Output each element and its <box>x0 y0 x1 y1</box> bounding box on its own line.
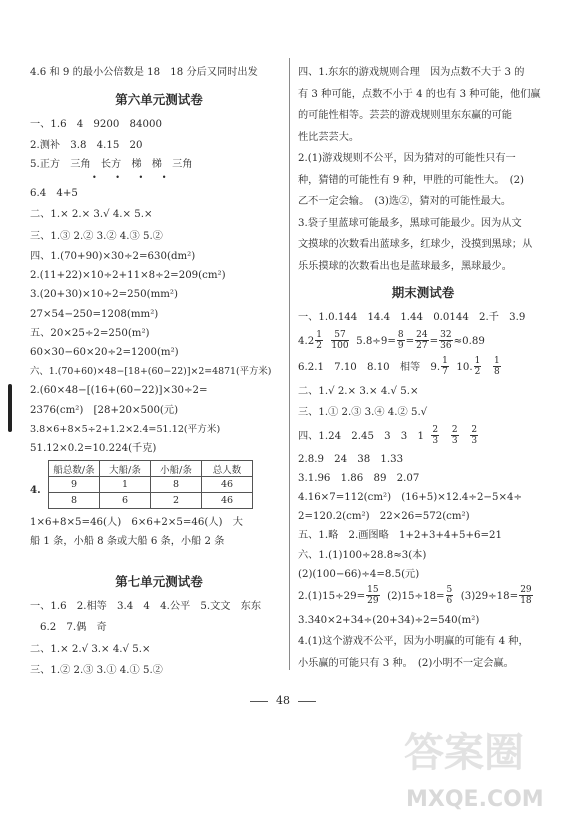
table-row <box>49 493 253 509</box>
final-line: 4.(1)这个游戏不公平，因为小明赢的可能有 4 种， <box>298 636 529 648</box>
table-label: 4. <box>30 484 41 497</box>
right-line: 的可能性相等。芸芸的游戏规则里东东赢的可能 <box>298 110 512 121</box>
unit6-after: 1×6+8×5=46(人) 6×6+2×5=46(人) 大 <box>30 517 243 529</box>
unit7-title: 第七单元测试卷 <box>115 573 203 589</box>
table-cell: 6 <box>100 493 151 509</box>
unit6-line: 2.(60×48−[(16+(60−22)]×30÷2= <box>30 385 208 397</box>
unit6-line: 五、20×25÷2=250(m²) <box>30 327 150 339</box>
unit6-line: 51.12×0.2=10.224(千克) <box>30 443 157 455</box>
fraction: $\frac{1}{2}$ <box>474 356 481 377</box>
right-line: 乙不一定会输。 (3)选②，猜对的可能性最大。 <box>298 196 512 207</box>
fraction: $\frac{2}{3}$ <box>471 425 478 446</box>
unit6-line: 6.4 4+5 <box>30 187 78 199</box>
right-line: 种，猜错的可能性有 9 种，甲胜的可能性大。 (2) <box>298 174 525 186</box>
fraction: $\frac{29}{18}$ <box>520 585 532 607</box>
table-header: 小船/条 <box>151 461 202 477</box>
unit6-after: 船 1 条，小船 8 条或大船 6 条，小船 2 条 <box>30 536 225 548</box>
final-line: 小乐赢的可能只有 3 种。 (2)小明不一定会赢。 <box>298 657 514 669</box>
table-header: 大船/条 <box>100 461 151 477</box>
unit6-line: 三、1.③ 2.② 3.② 4.③ 5.② <box>30 230 163 242</box>
unit6-line: 一、1.6 4 9200 84000 <box>30 118 162 130</box>
unit6-line: 二、1.× 2.× 3.√ 4.× 5.× <box>30 209 153 220</box>
right-line: 文摸球的次数看出蓝球多，红球少，没摸到黑球；从 <box>298 239 533 250</box>
final-line: 3.340×2+34÷(20+34)÷2=540(m²) <box>298 614 480 626</box>
fraction: $\frac{24}{27}$ <box>416 330 428 351</box>
unit7-line: 6.2 7.偶 奇 <box>40 622 107 634</box>
unit6-line: 27×54−250=1208(mm²) <box>30 308 159 320</box>
fraction: $\frac{1}{2}$ <box>316 330 322 351</box>
final-fraction-line: 6.2.1 7.10 8.10 相等 9. $\frac{1}{7}$ 10. $\frac{1}{2}$ $\frac{1}{8}$ <box>298 356 500 377</box>
right-line: 3.袋子里蓝球可能最多，黑球可能最少。因为从文 <box>298 217 522 229</box>
table-header: 船总数/条 <box>49 461 100 477</box>
final-line: 3.1.96 1.86 89 2.07 <box>298 472 420 484</box>
fraction: $\frac{2}{3}$ <box>451 425 458 446</box>
table-cell: 8 <box>151 477 202 493</box>
right-line: 2.(1)游戏规则不公平，因为猜对的可能性只有一 <box>298 153 516 164</box>
unit6-line: 六、1.(70+60)×48−[18+(60−22)]×2=4871(平方米) <box>30 366 272 378</box>
fraction: $\frac{2}{3}$ <box>432 425 439 446</box>
final-line: (2)(100−66)÷4=8.5(元) <box>298 568 420 580</box>
final-fraction-line: 4.2 $\frac{1}{2}$ $\frac{57}{100}$ 5.8÷9= $\frac{8}{9}$ = $\frac{24}{27}$ = $\frac{32}{36}$ ≈0.89 <box>298 330 485 351</box>
unit6-line: 5.正方 三角 长方 梯 梯 三角 <box>30 158 193 170</box>
fraction: $\frac{5}{6}$ <box>446 585 453 607</box>
final-line: 六、1.(1)100÷28.8≈3(本) <box>298 549 427 561</box>
table-header: 总人数 <box>202 461 253 477</box>
left-column <box>30 62 288 682</box>
table-cell: 46 <box>202 477 253 493</box>
watermark-text: 答案圈 <box>404 730 524 776</box>
fraction: $\frac{1}{8}$ <box>494 356 500 377</box>
final-line: 五、1.略 2.画图略 1+2+3+4+5+6=21 <box>298 530 503 542</box>
table-cell: 2 <box>151 493 202 509</box>
boat-table-block <box>30 460 288 509</box>
top-line: 4.6 和 9 的最小公倍数是 18 18 分后又同时出发 <box>30 67 258 78</box>
unit6-line: 2.(11+22)×10÷2+11×8÷2=209(cm²) <box>30 270 226 282</box>
watermark-logo <box>392 718 562 813</box>
unit6-line: 2376(cm²) [28+20×500(元) <box>30 404 179 416</box>
fraction: $\frac{1}{7}$ <box>442 356 448 377</box>
unit7-line: 二、1.× 2.√ 3.× 4.√ 5.× <box>30 643 151 655</box>
final-line: 2.8.9 24 38 1.33 <box>298 453 404 465</box>
right-column <box>298 62 548 674</box>
watermark-url: MXQE.COM <box>406 787 544 812</box>
final-line: 2=120.2(cm²) 22×26=572(cm²) <box>298 511 470 523</box>
unit6-line: 60×30−60×20÷2=1200(m²) <box>30 347 179 359</box>
unit7-line: 三、1.② 2.③ 3.① 4.① 5.② <box>30 665 163 677</box>
table-cell: 9 <box>49 477 100 493</box>
fraction: $\frac{8}{9}$ <box>397 330 404 351</box>
table-row <box>49 477 253 493</box>
unit7-line: 一、1.6 2.相等 3.4 4 4.公平 5.文文 东东 <box>30 600 262 612</box>
scan-mark <box>8 384 12 432</box>
boat-table <box>48 460 253 509</box>
fraction: $\frac{57}{100}$ <box>331 330 349 351</box>
page-number: 48 <box>0 694 566 707</box>
final-line: 三、1.① 2.③ 3.④ 4.② 5.√ <box>298 407 428 418</box>
table-cell: 46 <box>202 493 253 509</box>
unit6-dots: • • • • <box>92 172 175 182</box>
fraction: $\frac{15}{29}$ <box>367 585 379 607</box>
final-fraction-line: 2.(1)15÷29= $\frac{15}{29}$ (2)15÷18= $\frac{5}{6}$ (3)29÷18= $\frac{29}{18}$ <box>298 585 532 607</box>
table-cell: 8 <box>49 493 100 509</box>
right-line: 性比芸芸大。 <box>298 131 360 143</box>
final-title: 期末测试卷 <box>391 285 455 300</box>
column-divider <box>289 58 290 670</box>
fraction: $\frac{32}{36}$ <box>440 330 452 351</box>
right-line: 四、1.东东的游戏规则合理 因为点数不大于 3 的 <box>298 67 525 78</box>
right-line: 有 3 种可能，点数不小于 4 的也有 3 种可能，他们赢 <box>298 88 541 100</box>
final-line: 4.16×7=112(cm²) (16+5)×12.4÷2−5×4÷ <box>298 491 523 503</box>
final-line: 二、1.√ 2.× 3.× 4.√ 5.× <box>298 385 419 397</box>
final-fraction-line: 四、1.24 2.45 3 3 1 $\frac{2}{3}$ $\frac{2}{3}$ $\frac{2}{3}$ <box>298 425 478 446</box>
unit6-line: 四、1.(70+90)×30÷2=630(dm²) <box>30 251 196 262</box>
unit6-line: 2.测补 3.8 4.15 20 <box>30 140 143 151</box>
unit6-title: 第六单元测试卷 <box>115 91 203 107</box>
right-line: 乐乐摸球的次数看出也是蓝球最多，黑球最少。 <box>298 260 512 272</box>
final-line: 一、1.0.144 14.4 1.44 0.0144 2.千 3.9 <box>298 312 526 323</box>
unit6-line: 3.8×6+8×5÷2+1.2×2.4=51.12(平方米) <box>30 423 221 435</box>
table-cell: 1 <box>100 477 151 493</box>
unit6-line: 3.(20+30)×10÷2=250(mm²) <box>30 289 178 301</box>
